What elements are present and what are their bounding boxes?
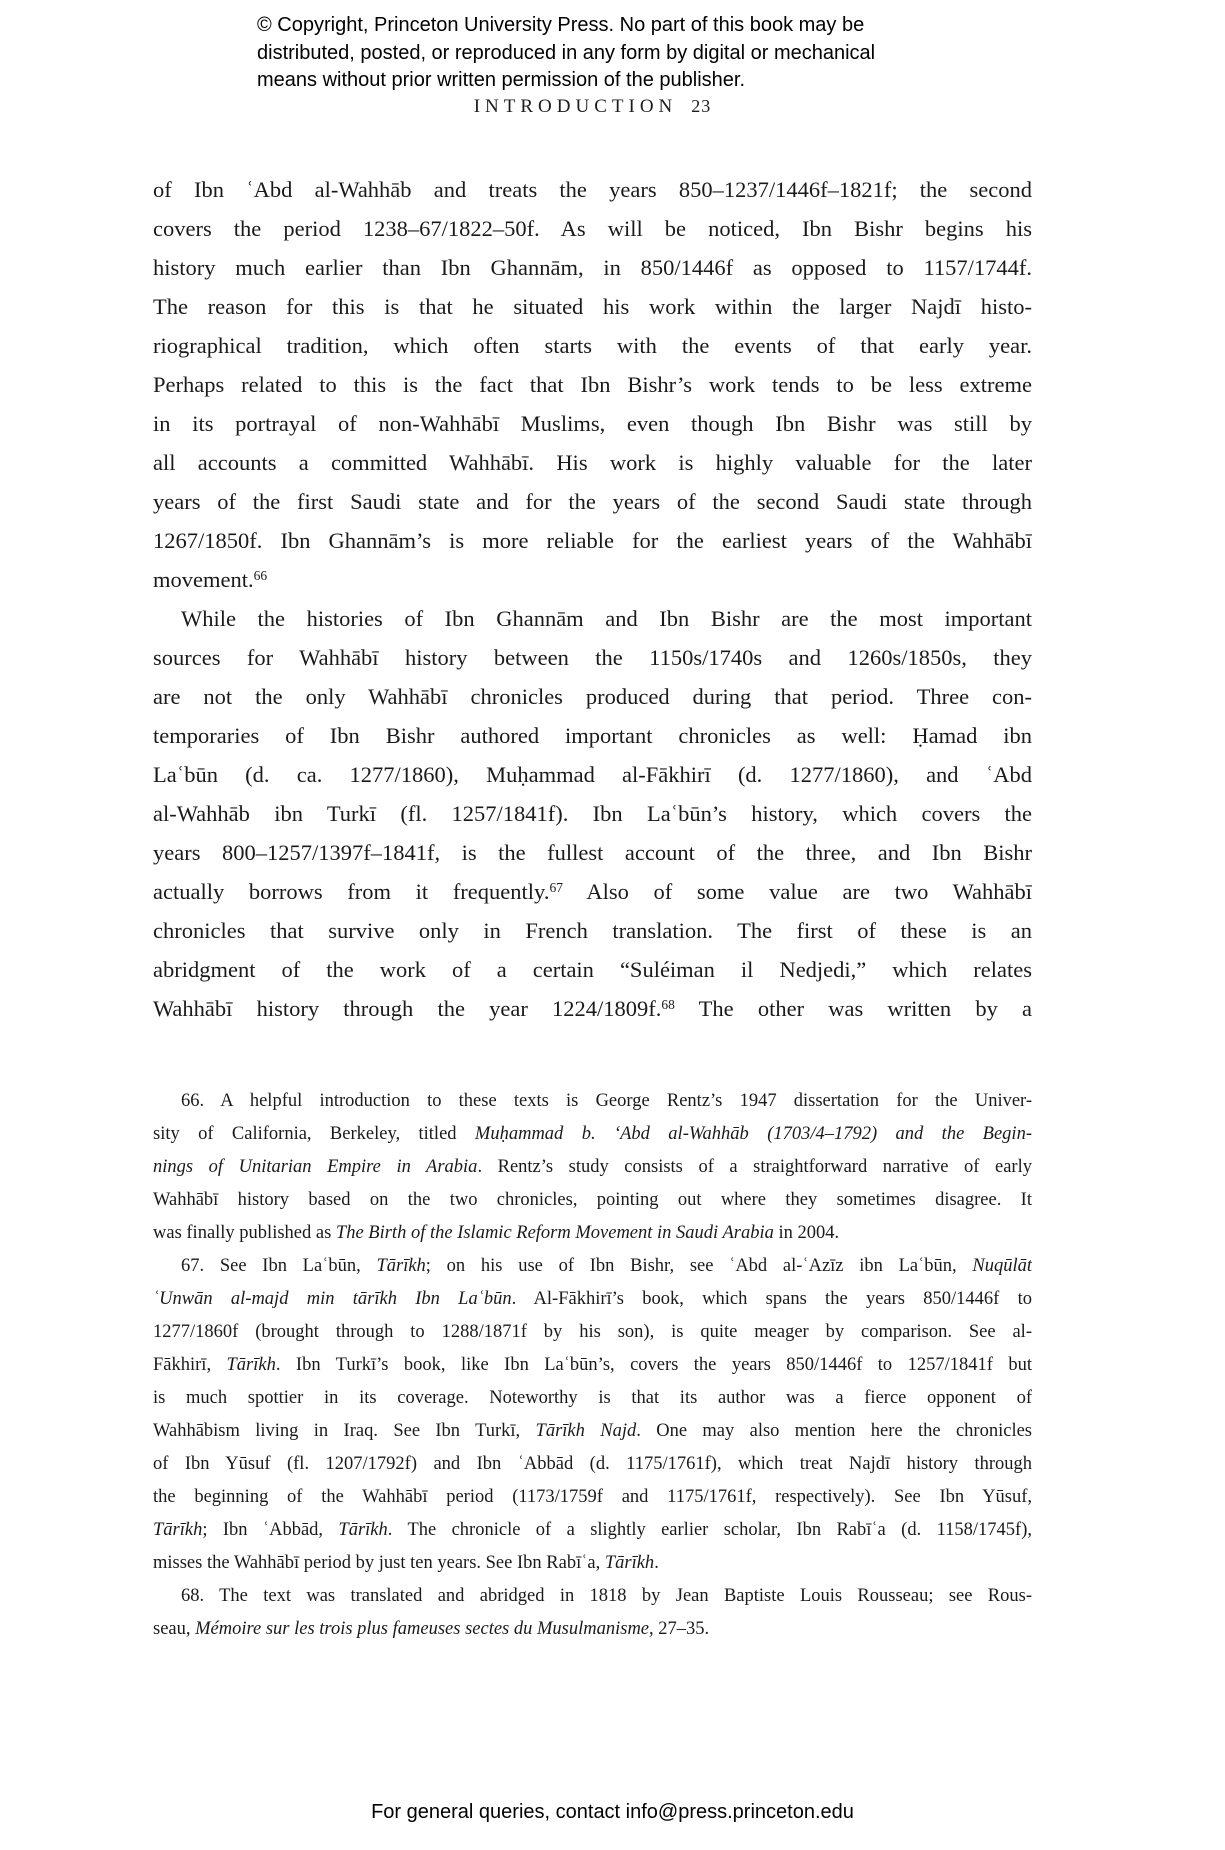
text-run: While the histories of Ibn Ghannām and Ibn Bishr are the most important	[181, 606, 1032, 631]
copyright-notice	[257, 12, 875, 95]
text-line	[153, 638, 1032, 677]
text-line	[153, 1415, 1032, 1448]
text-line	[153, 1547, 1032, 1580]
text-run: . The chronicle of a slightly earlier scholar, Ibn Rabīʿa (d. 1158/1745f),	[387, 1520, 1032, 1540]
text-line	[153, 716, 1032, 755]
text-line	[153, 1085, 1032, 1118]
text-line	[153, 677, 1032, 716]
text-line	[153, 1514, 1032, 1547]
text-line	[153, 287, 1032, 326]
text-line	[153, 1382, 1032, 1415]
text-line	[153, 833, 1032, 872]
text-line	[153, 1316, 1032, 1349]
text-run: ; Ibn ʿAbbād,	[202, 1520, 339, 1540]
text-run: Wahhābī history through the year 1224/1809f.	[153, 996, 662, 1021]
paragraph-2	[153, 599, 1032, 1028]
text-line	[153, 911, 1032, 950]
italic-title: Tārīkh	[376, 1256, 426, 1276]
footnotes	[153, 1085, 1032, 1646]
text-line	[153, 1283, 1032, 1316]
text-run: in 2004.	[773, 1223, 840, 1243]
text-line	[153, 404, 1032, 443]
text-line	[153, 482, 1032, 521]
text-run: abridgment of the work of a certain “Suléiman il Nedjedi,” which relates	[153, 957, 1032, 982]
text-run: . One may also mention here the chronicles	[636, 1421, 1032, 1441]
text-run: .	[654, 1553, 659, 1573]
italic-title: Tārīkh	[153, 1520, 203, 1540]
text-line	[153, 1349, 1032, 1382]
text-run: ; on his use of Ibn Bishr, see ʿAbd al-ʿAzīz ibn Laʿbūn,	[425, 1256, 973, 1276]
footnote-68	[153, 1580, 1032, 1646]
paragraph-1	[153, 170, 1032, 599]
text-line	[153, 521, 1032, 560]
italic-title: nings of Unitarian Empire in Arabia	[153, 1157, 478, 1177]
text-run: The reason for this is that he situated his work within the larger Najdī histo-	[153, 294, 1032, 319]
text-run: The other was written by a	[674, 996, 1032, 1021]
text-line	[153, 1613, 1032, 1646]
italic-title: Mémoire sur les trois plus fameuses sectes du Musulmanisme	[195, 1619, 650, 1639]
text-run: , 27–35.	[649, 1619, 710, 1639]
footnote-ref: 66	[253, 568, 268, 584]
page-footer: For general queries, contact info@press.princeton.edu	[371, 1801, 854, 1823]
text-run: movement.	[153, 567, 254, 592]
text-line	[153, 1118, 1032, 1151]
italic-title: Muḥammad b. ‘Abd al-Wahhāb (1703/4–1792) and the Begin-	[474, 1124, 1032, 1144]
text-line	[153, 248, 1032, 287]
italic-title: ʿUnwān al-majd min tārīkh Ibn Laʿbūn	[153, 1289, 512, 1309]
text-line	[153, 1481, 1032, 1514]
text-line	[153, 170, 1032, 209]
text-run: . Ibn Turkī’s book, like Ibn Laʿbūn’s, covers the years 850/1446f to 1257/1841f but	[275, 1355, 1032, 1375]
body-text	[153, 170, 1032, 1028]
text-line	[153, 599, 1032, 638]
text-run: 68. The text was translated and abridged in 1818 by Jean Baptiste Louis Rousseau; see Rous-	[181, 1586, 1032, 1606]
text-run: years of the first Saudi state and for the years of the second Saudi state through	[153, 489, 1032, 514]
text-run: in its portrayal of non-Wahhābī Muslims, even though Ibn Bishr was still by	[153, 411, 1032, 436]
text-run: years 800–1257/1397f–1841f, is the fullest account of the three, and Ibn Bishr	[153, 840, 1032, 865]
text-line	[153, 326, 1032, 365]
text-run: the beginning of the Wahhābī period (1173/1759f and 1175/1761f, respectively). See Ibn Yūsuf,	[153, 1487, 1032, 1507]
text-line	[153, 443, 1032, 482]
text-run: history much earlier than Ibn Ghannām, in 850/1446f as opposed to 1157/1744f.	[153, 255, 1032, 280]
text-run: riographical tradition, which often starts with the events of that early year.	[153, 333, 1032, 358]
running-head-title: INTRODUCTION	[473, 96, 678, 117]
copyright-line: distributed, posted, or reproduced in any form by digital or mechanical	[257, 41, 876, 64]
page-number: 23	[691, 96, 712, 116]
text-run: . Rentz’s study consists of a straightforward narrative of early	[477, 1157, 1032, 1177]
text-run: Wahhābism living in Iraq. See Ibn Turkī,	[153, 1421, 536, 1441]
text-line	[153, 1250, 1032, 1283]
italic-title: Nuqūlāt	[972, 1256, 1032, 1276]
footnote-ref: 67	[549, 880, 563, 896]
text-run: seau,	[153, 1619, 196, 1639]
text-line	[153, 950, 1032, 989]
text-run: misses the Wahhābī period by just ten years. See Ibn Rabīʿa,	[153, 1553, 605, 1573]
text-line	[153, 1217, 1032, 1250]
italic-title: The Birth of the Islamic Reform Movement in Saudi Arabia	[335, 1223, 774, 1243]
footnote-66	[153, 1085, 1032, 1250]
text-run: al-Wahhāb ibn Turkī (fl. 1257/1841f). Ibn Laʿbūn’s history, which covers the	[153, 801, 1032, 826]
text-run: . Al-Fākhirī’s book, which spans the years 850/1446f to	[511, 1289, 1032, 1309]
text-run: chronicles that survive only in French translation. The first of these is an	[153, 918, 1032, 943]
text-run: temporaries of Ibn Bishr authored important chronicles as well: Ḥamad ibn	[153, 723, 1032, 748]
text-run: is much spottier in its coverage. Noteworthy is that its author was a fierce opponent of	[153, 1388, 1032, 1408]
italic-title: Tārīkh	[338, 1520, 388, 1540]
text-line	[153, 365, 1032, 404]
italic-title: Tārīkh Najd	[535, 1421, 637, 1441]
text-line	[153, 209, 1032, 248]
italic-title: Tārīkh	[604, 1553, 655, 1573]
text-run: covers the period 1238–67/1822–50f. As will be noticed, Ibn Bishr begins his	[153, 216, 1032, 241]
text-run: Also of some value are two Wahhābī	[562, 879, 1032, 904]
footnote-67	[153, 1250, 1032, 1580]
running-head	[153, 96, 1032, 118]
text-line	[153, 872, 1032, 911]
text-run: 1267/1850f. Ibn Ghannām’s is more reliable for the earliest years of the Wahhābī	[153, 528, 1032, 553]
text-line	[153, 989, 1032, 1028]
italic-title: Tārīkh	[226, 1355, 276, 1375]
text-line	[153, 1580, 1032, 1613]
text-run: 1277/1860f (brought through to 1288/1871f by his son), is quite meager by comparison. See al-	[153, 1322, 1032, 1342]
text-line	[153, 1151, 1032, 1184]
text-run: of Ibn Yūsuf (fl. 1207/1792f) and Ibn ʿAbbād (d. 1175/1761f), which treat Najdī history through	[153, 1454, 1032, 1474]
copyright-line: © Copyright, Princeton University Press. No part of this book may be	[257, 14, 865, 36]
text-run: are not the only Wahhābī chronicles produced during that period. Three con-	[153, 684, 1032, 709]
text-line	[153, 560, 1032, 599]
text-run: 67. See Ibn Laʿbūn,	[181, 1256, 377, 1276]
text-run: Perhaps related to this is the fact that Ibn Bishr’s work tends to be less extreme	[153, 372, 1032, 397]
text-run: was finally published as	[153, 1223, 336, 1243]
text-run: sity of California, Berkeley, titled	[153, 1124, 475, 1144]
text-run: sources for Wahhābī history between the 1150s/1740s and 1260s/1850s, they	[153, 645, 1032, 670]
text-run: all accounts a committed Wahhābī. His work is highly valuable for the later	[153, 450, 1032, 475]
text-line	[153, 1184, 1032, 1217]
text-run: Laʿbūn (d. ca. 1277/1860), Muḥammad al-Fākhirī (d. 1277/1860), and ʿAbd	[153, 762, 1032, 787]
text-line	[153, 1448, 1032, 1481]
text-run: actually borrows from it frequently.	[153, 879, 550, 904]
text-run: Fākhirī,	[153, 1355, 227, 1375]
footnote-ref: 68	[661, 997, 675, 1013]
text-run: of Ibn ʿAbd al-Wahhāb and treats the years 850–1237/1446f–1821f; the second	[153, 177, 1032, 202]
text-run: 66. A helpful introduction to these texts is George Rentz’s 1947 dissertation for the Univer-	[181, 1091, 1032, 1111]
copyright-line: means without prior written permission of the publisher.	[257, 69, 746, 91]
text-line	[153, 755, 1032, 794]
text-line	[153, 794, 1032, 833]
text-run: Wahhābī history based on the two chronicles, pointing out where they sometimes disagree. It	[153, 1190, 1032, 1210]
